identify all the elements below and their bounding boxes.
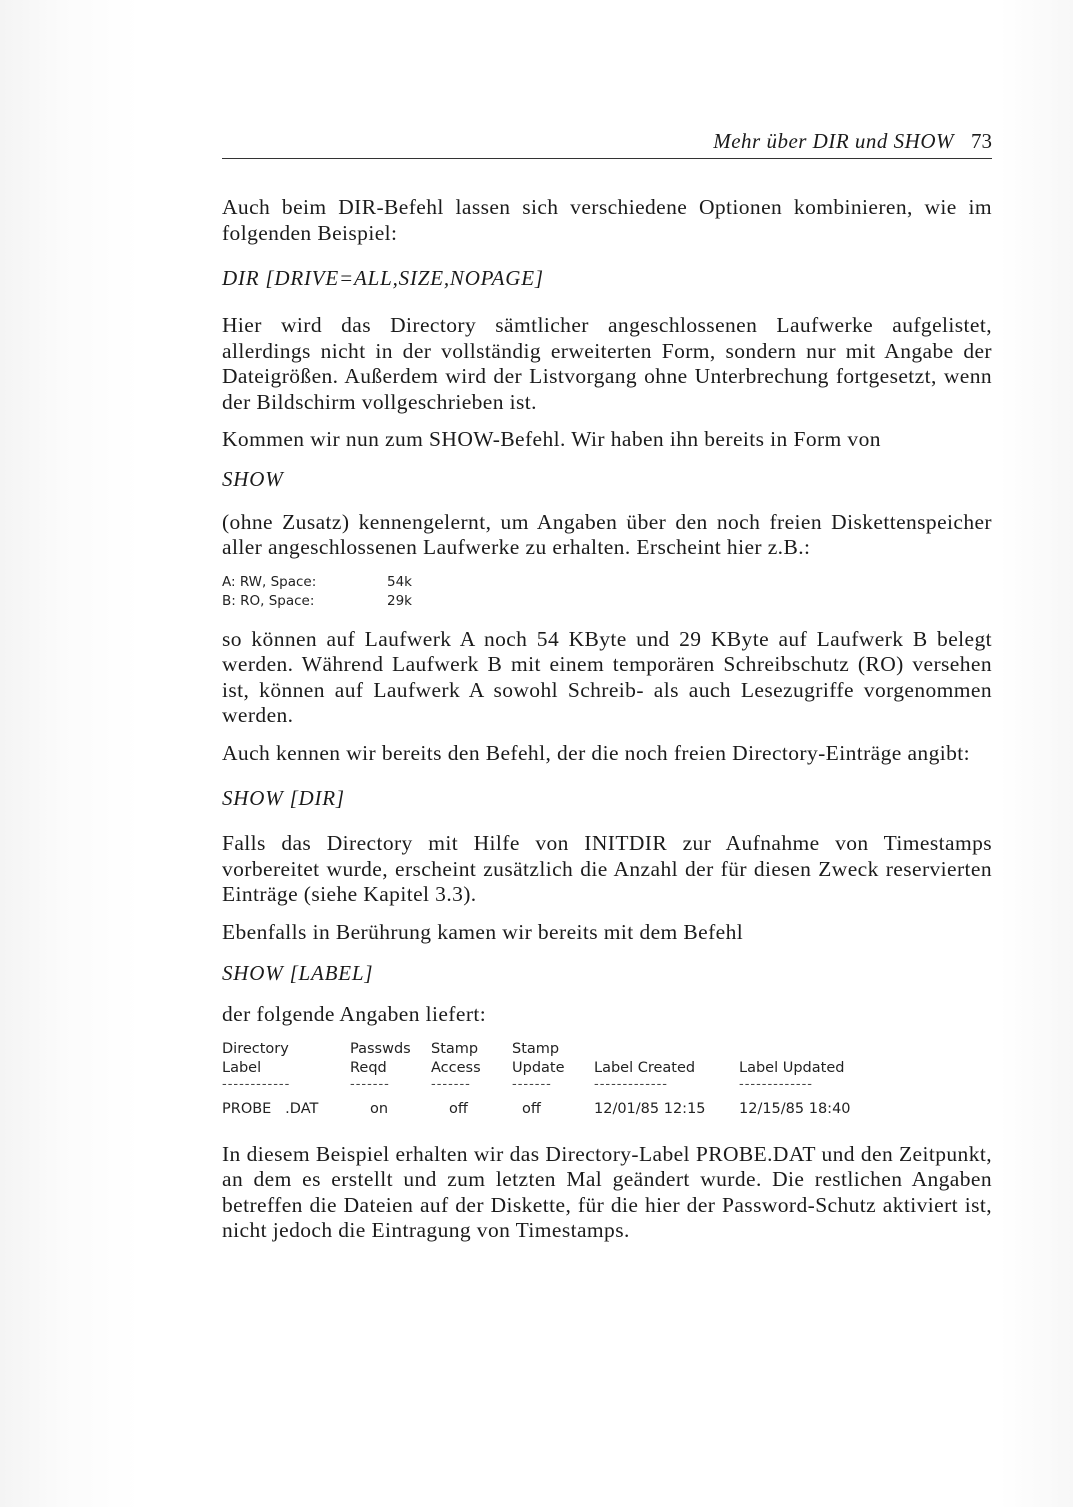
drive-label: B: RO, Space: <box>222 592 315 609</box>
drive-space: 54k <box>387 573 412 590</box>
command-example-show-dir: SHOW [DIR] <box>222 786 345 810</box>
paragraph-2: Hier wird das Directory sämtlicher angeschlossenen Laufwerke aufgelistet, allerdings nicht in der vollständig erweiterten Form, sondern nur mit Angabe der Dateigrößen. Außerdem wird der Listvorgang ohne Unterbrechung fortgesetzt, wenn der Bildschirm vollgeschrieben ist. <box>222 313 992 414</box>
paragraph-5: so können auf Laufwerk A noch 54 KByte und 29 KByte auf Laufwerk B belegt werden. Während Laufwerk B mit einem temporären Schreibschutz (RO) versehen ist, können auf Laufwerk A sowohl Schreib- als auch Lesezugriffe vorgenommen werden. <box>222 626 992 727</box>
table-cell: ------- <box>512 1076 552 1092</box>
paragraph-9: der folgende Angaben liefert: <box>222 1002 487 1026</box>
table-row <box>222 1092 851 1120</box>
command-example-show-label: SHOW [LABEL] <box>222 961 374 985</box>
paragraph-7: Falls das Directory mit Hilfe von INITDIR zur Aufnahme von Timestamps vorbereitet wurde, erscheint zusätzlich die Anzahl der für diesen Zweck reservierten Einträge (siehe Kapitel 3.3). <box>222 831 992 906</box>
table-cell: off <box>449 1100 468 1117</box>
drive-label: A: RW, Space: <box>222 573 317 590</box>
table-cell: ------------ <box>222 1076 291 1092</box>
table-cell: ------- <box>350 1076 390 1092</box>
running-title: Mehr über DIR und SHOW <box>713 129 954 153</box>
table-cell: Directory <box>222 1040 289 1057</box>
table-cell: Update <box>512 1059 565 1076</box>
table-cell: PROBE .DAT <box>222 1100 319 1117</box>
paragraph-6: Auch kennen wir bereits den Befehl, der die noch freien Directory-Einträge angibt: <box>222 740 970 765</box>
table-cell: Label Updated <box>739 1059 845 1076</box>
paragraph-1: Auch beim DIR-Befehl lassen sich verschiedene Optionen kombinieren, wie im folgenden Beispiel: <box>222 195 992 245</box>
table-cell: 12/01/85 12:15 <box>594 1100 706 1117</box>
table-cell <box>594 1040 739 1059</box>
command-example-dir: DIR [DRIVE=ALL,SIZE,NOPAGE] <box>222 266 544 290</box>
paragraph-8: Ebenfalls in Berührung kamen wir bereits mit dem Befehl <box>222 919 744 944</box>
paragraph-3: Kommen wir nun zum SHOW-Befehl. Wir haben ihn bereits in Form von <box>222 427 881 451</box>
table-cell: ------------- <box>739 1076 813 1092</box>
paragraph-10: In diesem Beispiel erhalten wir das Directory-Label PROBE.DAT und den Zeitpunkt, an dem es erstellt und zum letzten Mal geändert wurde. Die restlichen Angaben betreffen die Dateien auf der Diskette, für die hier der Password-Schutz aktiviert ist, nicht jedoch die Eintragung von Timestamps. <box>222 1141 992 1242</box>
command-example-show: SHOW <box>222 466 284 491</box>
table-cell: ------------- <box>594 1076 668 1092</box>
table-cell: ------- <box>431 1076 471 1092</box>
table-cell: Label <box>222 1059 262 1076</box>
table-cell: Label Created <box>594 1059 696 1076</box>
table-cell <box>739 1040 851 1059</box>
table-header-row <box>222 1059 851 1078</box>
drive-row-a <box>222 573 992 592</box>
table-cell: off <box>522 1100 541 1117</box>
table-cell: on <box>370 1100 389 1117</box>
running-header <box>222 126 992 159</box>
table-cell: Access <box>431 1059 481 1076</box>
book-page <box>222 126 992 1244</box>
label-info-table <box>222 1040 851 1120</box>
paragraph-4: (ohne Zusatz) kennengelernt, um Angaben über den noch freien Diskettenspeicher aller angeschlossenen Laufwerke zu erhalten. Erscheint hier z.B.: <box>222 509 992 559</box>
table-header-row <box>222 1040 851 1059</box>
drive-row-b <box>222 592 992 611</box>
table-cell: 12/15/85 18:40 <box>739 1100 851 1117</box>
drive-space-listing <box>222 573 992 611</box>
table-cell: Stamp <box>512 1040 560 1057</box>
drive-space: 29k <box>387 592 412 609</box>
table-cell: Reqd <box>350 1059 387 1076</box>
table-cell: Stamp <box>431 1040 479 1057</box>
table-cell: Passwds <box>350 1040 411 1057</box>
page-number: 73 <box>971 129 992 153</box>
table-divider-row <box>222 1078 851 1092</box>
